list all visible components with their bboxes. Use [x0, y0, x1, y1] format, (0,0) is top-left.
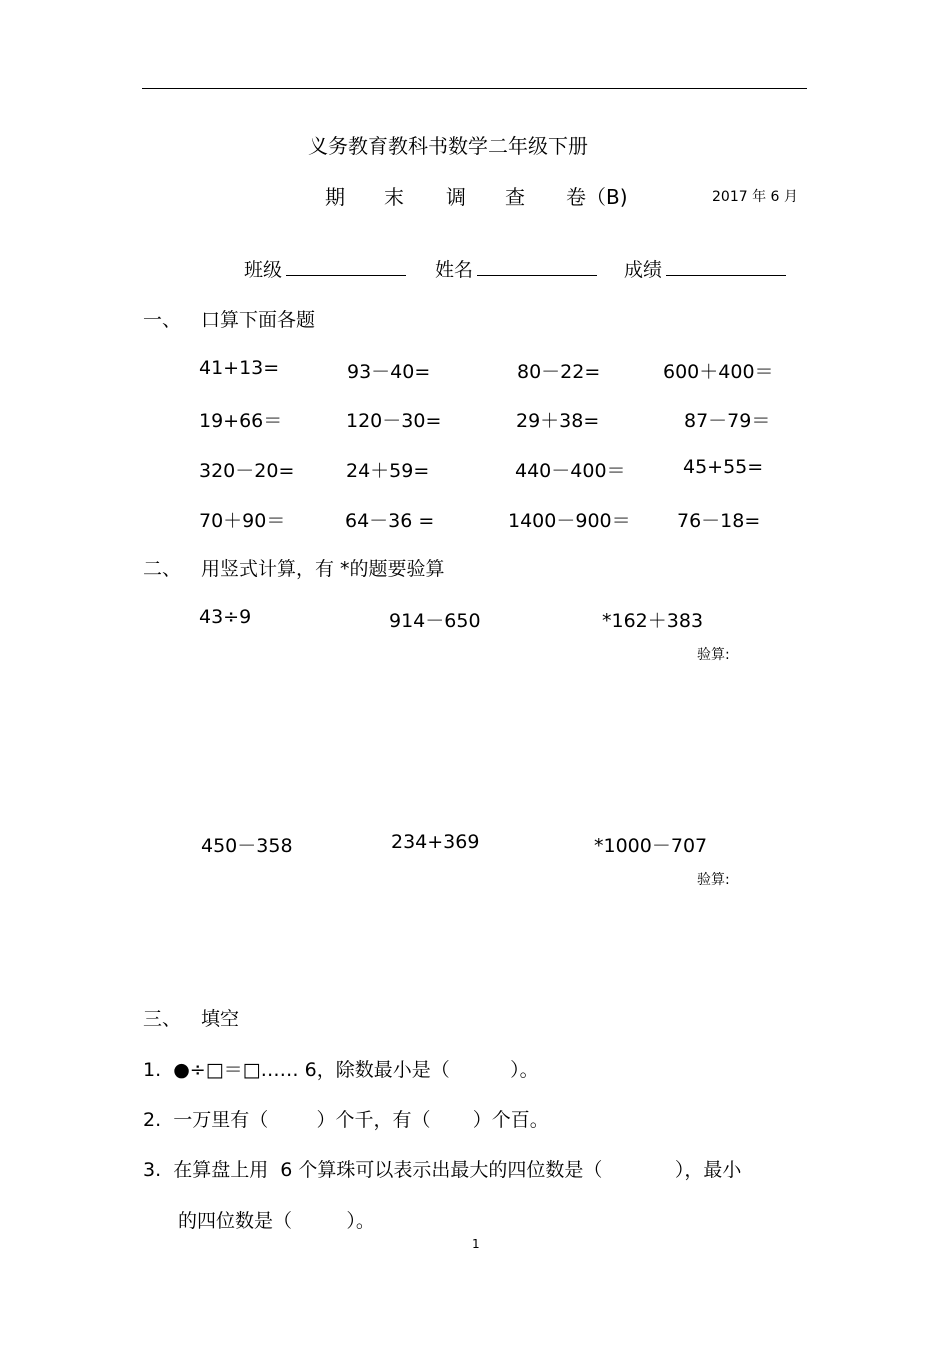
name-field: [435, 255, 597, 282]
name-blank[interactable]: [477, 257, 597, 276]
section3-title: 填空: [201, 1008, 240, 1030]
problem-4-3: 1400－900＝: [508, 510, 631, 532]
section2-title: 用竖式计算，有 *的题要验算: [201, 558, 445, 580]
class-blank[interactable]: [286, 257, 406, 276]
score-label: 成绩: [624, 259, 663, 281]
problem-3-1: 320－20=: [199, 460, 295, 482]
exam-char-4: 查: [505, 185, 525, 209]
problem-2-2: 120－30=: [346, 410, 442, 432]
fill-item-1: 1. ●÷□＝□…… 6，除数最小是（ ）。: [143, 1059, 539, 1081]
problem-4-2: 64－36 =: [345, 510, 435, 532]
vertical-problem-5: 234+369: [391, 831, 480, 853]
fill-item-3: 3. 在算盘上用 6 个算珠可以表示出最大的四位数是（ ），最小: [143, 1159, 742, 1181]
vertical-problem-6: *1000－707: [594, 835, 708, 857]
fill-item-3-continued: 的四位数是（ ）。: [178, 1210, 375, 1232]
page-number: 1: [472, 1237, 480, 1251]
class-label: 班级: [244, 259, 283, 281]
problem-1-4: 600＋400＝: [663, 361, 774, 383]
problem-4-4: 76－18=: [677, 510, 761, 532]
problem-1-2: 93－40=: [347, 361, 431, 383]
fill-item-2: 2. 一万里有（ ）个千，有（ ）个百。: [143, 1109, 549, 1131]
problem-3-4: 45+55=: [683, 456, 764, 478]
exam-char-5: 卷（B): [566, 185, 628, 209]
problem-1-3: 80－22=: [517, 361, 601, 383]
class-field: [244, 255, 406, 282]
section1-title: 口算下面各题: [201, 309, 316, 331]
problem-1-1: 41+13=: [199, 357, 280, 379]
problem-4-1: 70＋90＝: [199, 510, 286, 532]
vertical-problem-1: 43÷9: [199, 606, 252, 628]
problem-2-1: 19+66＝: [199, 410, 283, 432]
top-rule: [142, 88, 807, 89]
score-blank[interactable]: [666, 257, 786, 276]
vertical-problem-4: 450－358: [201, 835, 293, 857]
vertical-problem-2: 914－650: [389, 610, 481, 632]
vertical-problem-3: *162＋383: [602, 610, 704, 632]
problem-2-4: 87－79＝: [684, 410, 771, 432]
check-label-2: 验算:: [697, 872, 730, 888]
check-label-1: 验算:: [697, 647, 730, 663]
problem-3-2: 24＋59=: [346, 460, 430, 482]
problem-3-3: 440－400＝: [515, 460, 626, 482]
name-label: 姓名: [435, 259, 474, 281]
exam-char-3: 调: [446, 185, 466, 209]
section1-number: 一、: [143, 309, 182, 331]
exam-char-1: 期: [325, 185, 345, 209]
book-title: 义务教育教科书数学二年级下册: [308, 134, 588, 158]
section2-number: 二、: [143, 558, 182, 580]
exam-char-2: 末: [384, 185, 404, 209]
score-field: [624, 255, 786, 282]
exam-date: 2017 年 6 月: [712, 189, 798, 205]
section3-number: 三、: [143, 1008, 182, 1030]
problem-2-3: 29＋38=: [516, 410, 600, 432]
